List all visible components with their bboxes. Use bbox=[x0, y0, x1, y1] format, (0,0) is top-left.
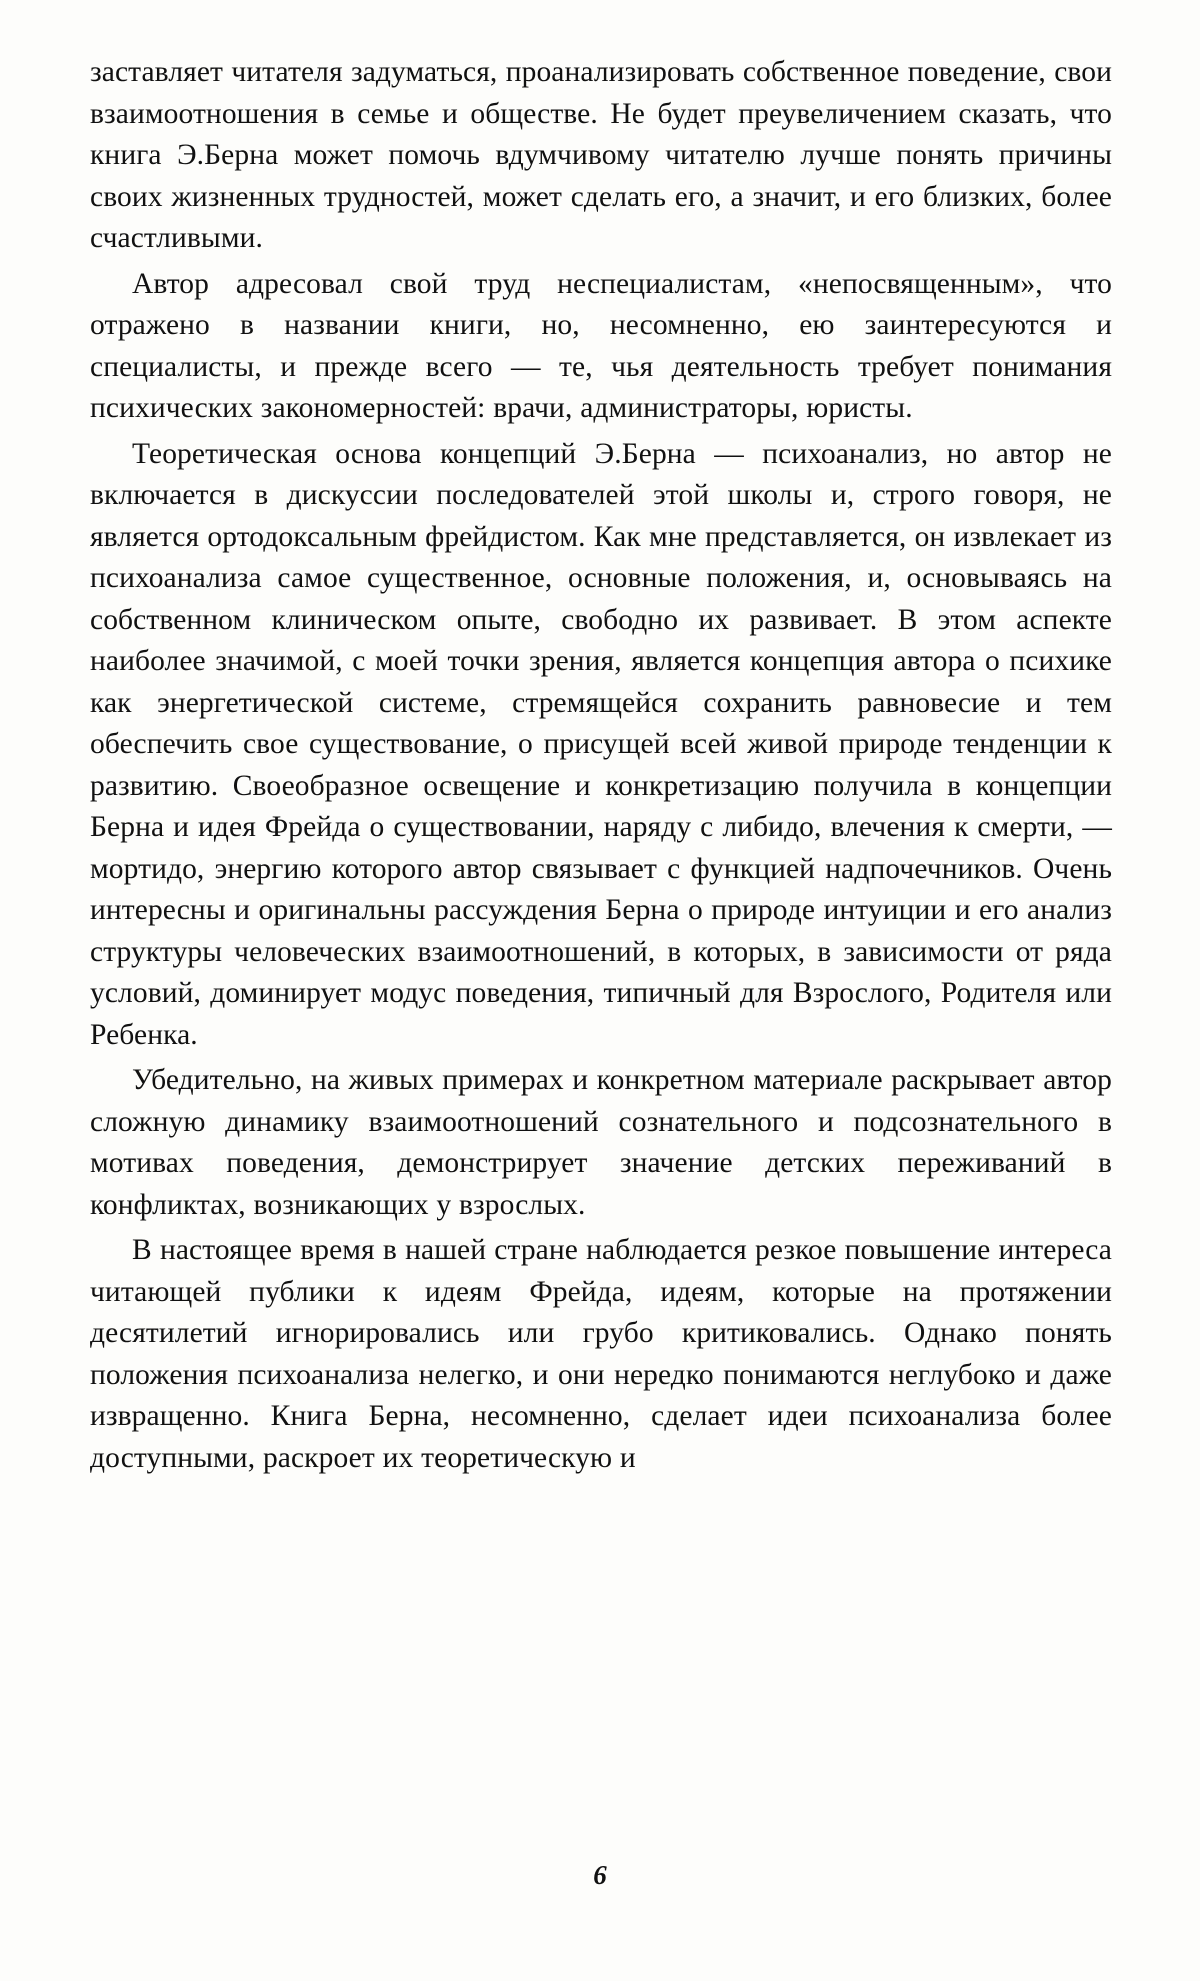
paragraph: Убедительно, на живых примерах и конкретном материале раскрывает автор сложную динамику взаимоотношений сознательного и подсознательного в мотивах поведения, демонстрирует значение детских переживаний в конфликтах, возникающих у взрослых. bbox=[90, 1064, 1112, 1221]
paragraph: заставляет читателя задуматься, проанализировать собственное поведение, свои взаимоотношения в семье и обществе. Не будет преувеличением сказать, что книга Э.Берна может помочь вдумчивому читателю лучше понять причины своих жизненных трудностей, может сделать его, а значит, и его близких, более счастливыми. bbox=[90, 56, 1112, 254]
paragraph: Теоретическая основа концепций Э.Берна — психоанализ, но автор не включается в дискуссии последователей этой школы и, строго говоря, не является ортодоксальным фрейдистом. Как мне представляется, он извлекает из психоанализа самое существенное, основные положения, и, основываясь на собственном клиническом опыте, свободно их развивает. В этом аспекте наиболее значимой, с моей точки зрения, является концепция автора о психике как энергетической системе, стремящейся сохранить равновесие и тем обеспечить свое существование, о присущей всей живой природе тенденции к развитию. Своеобразное освещение и конкретизацию получила в концепции Берна и идея Фрейда о существовании, наряду с либидо, влечения к смерти, — мортидо, энергию которого автор связывает с функцией надпочечников. Очень интересны и оригинальны рассуждения Берна о природе интуиции и его анализ структуры человеческих взаимоотношений, в которых, в зависимости от ряда условий, доминирует модус поведения, типичный для Взрослого, Родителя или Ребенка. bbox=[90, 437, 1112, 1051]
body-text-column bbox=[90, 52, 1112, 1483]
page-number: 6 bbox=[593, 1860, 607, 1890]
paragraph: Автор адресовал свой труд неспециалистам, «непосвященным», что отражено в названии книги, но, несомненно, ею заинтересуются и специалисты, и прежде всего — те, чья деятельность требует понимания психических закономерностей: врачи, администраторы, юристы. bbox=[90, 267, 1112, 424]
paragraph: В настоящее время в нашей стране наблюдается резкое повышение интереса читающей публики к идеям Фрейда, идеям, которые на протяжении десятилетий игнорировались или грубо критиковались. Однако понять положения психоанализа нелегко, и они нередко понимаются неглубоко и даже извращенно. Книга Берна, несомненно, сделает идеи психоанализа более доступными, раскроет их теоретическую и bbox=[90, 1234, 1112, 1474]
